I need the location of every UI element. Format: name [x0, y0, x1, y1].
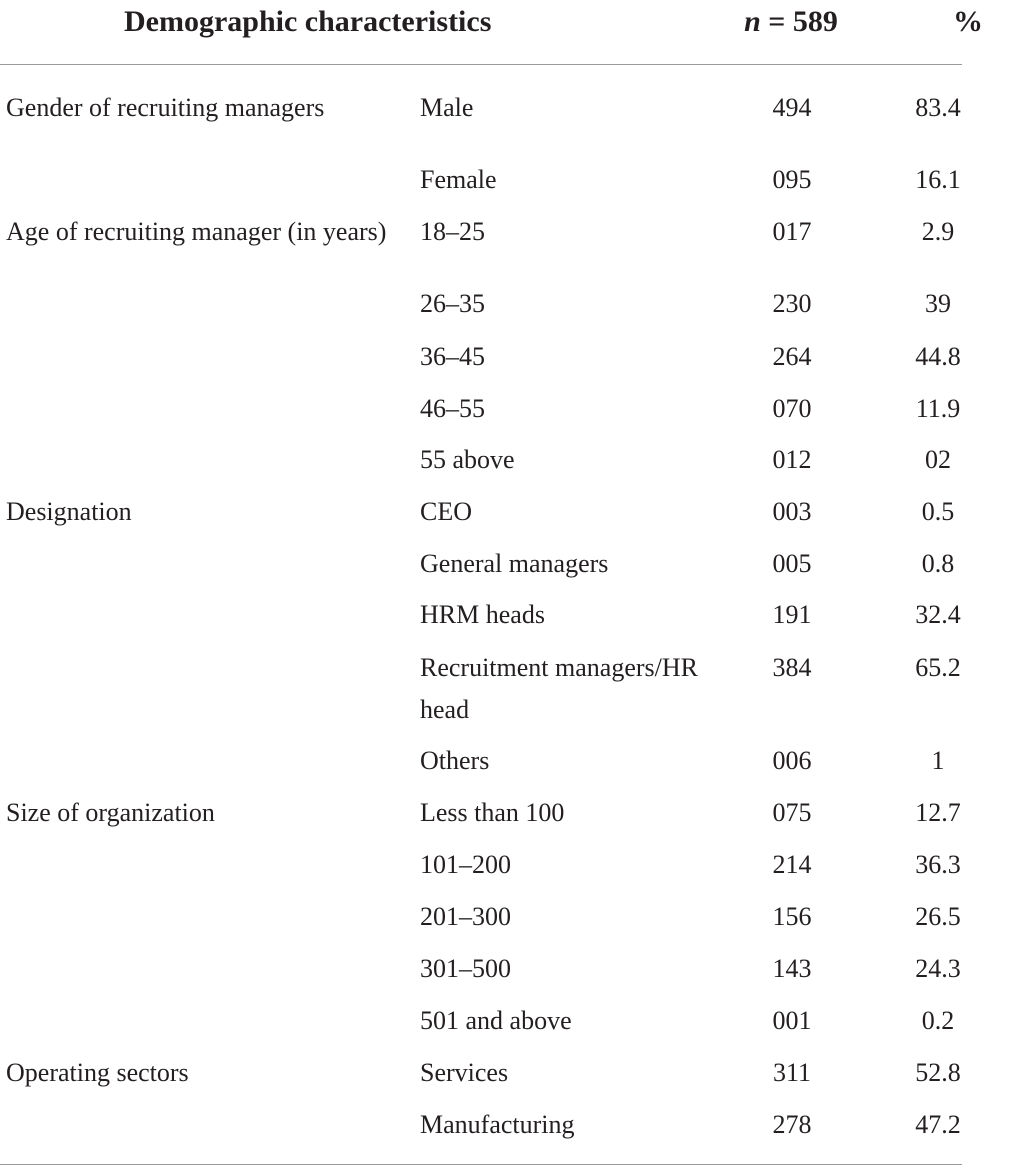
group-label-designation: Designation: [6, 497, 132, 526]
row-category: 26–35: [420, 289, 485, 318]
row-percent: 11.9: [915, 394, 961, 423]
row-category: HRM heads: [420, 600, 545, 629]
row-percent: 0.2: [921, 1006, 955, 1035]
row-category: 501 and above: [420, 1006, 572, 1035]
row-count: 017: [772, 217, 812, 246]
row-percent: 32.4: [915, 600, 961, 629]
row-category: Female: [420, 165, 497, 194]
row-count: 278: [772, 1110, 812, 1139]
row-category: Services: [420, 1058, 509, 1087]
header-n: [735, 0, 847, 44]
row-count: 005: [772, 549, 812, 578]
row-category: 101–200: [420, 850, 511, 879]
row-percent: 16.1: [915, 165, 961, 194]
header-n-value: = 589: [760, 5, 838, 38]
row-percent: 44.8: [915, 342, 961, 371]
row-category: Manufacturing: [420, 1110, 575, 1139]
row-count: 230: [772, 289, 812, 318]
row-percent: 26.5: [915, 902, 961, 931]
row-percent: 39: [925, 289, 951, 318]
row-category: 36–45: [420, 342, 485, 371]
group-label-age: Age of recruiting manager (in years): [6, 217, 387, 246]
top-rule: [0, 64, 962, 65]
row-category: 55 above: [420, 445, 515, 474]
row-percent: 0.8: [921, 549, 955, 578]
row-percent: 1: [931, 746, 945, 775]
row-count: 001: [772, 1006, 812, 1035]
row-count: 003: [772, 497, 812, 526]
row-category: Less than 100: [420, 798, 565, 827]
row-percent: 36.3: [915, 850, 961, 879]
row-count: 012: [772, 445, 812, 474]
header-demographic-characteristics: Demographic characteristics: [124, 5, 492, 38]
bottom-rule: [0, 1164, 962, 1165]
row-count: 191: [772, 600, 812, 629]
group-label-sector: Operating sectors: [6, 1058, 189, 1087]
row-percent: 65.2: [915, 653, 961, 682]
row-category: CEO: [420, 497, 472, 526]
row-percent: 2.9: [921, 217, 955, 246]
row-category: 18–25: [420, 217, 485, 246]
row-percent: 24.3: [915, 954, 961, 983]
row-count: 264: [772, 342, 812, 371]
row-count: 143: [772, 954, 812, 983]
row-percent: 0.5: [921, 497, 955, 526]
row-count: 384: [772, 653, 812, 682]
row-count: 156: [772, 902, 812, 931]
row-percent: 52.8: [915, 1058, 961, 1087]
header-n-italic: n: [744, 5, 761, 38]
row-category: Recruitment managers/HR head: [420, 653, 698, 724]
row-percent: 02: [925, 445, 951, 474]
row-count: 095: [772, 165, 812, 194]
group-label-size: Size of organization: [6, 798, 215, 827]
row-count: 494: [772, 93, 812, 122]
row-count: 006: [772, 746, 812, 775]
row-count: 075: [772, 798, 812, 827]
row-percent: 12.7: [915, 798, 961, 827]
row-category: Others: [420, 746, 490, 775]
row-category: 301–500: [420, 954, 511, 983]
row-percent: 83.4: [915, 93, 961, 122]
group-label-gender: Gender of recruiting managers: [6, 93, 325, 122]
row-category: 201–300: [420, 902, 511, 931]
header-percent: %: [953, 5, 983, 38]
row-category: 46–55: [420, 394, 485, 423]
row-category: Male: [420, 93, 474, 122]
row-count: 311: [772, 1058, 812, 1087]
row-category: General managers: [420, 549, 609, 578]
row-count: 214: [772, 850, 812, 879]
row-count: 070: [772, 394, 812, 423]
row-percent: 47.2: [915, 1110, 961, 1139]
